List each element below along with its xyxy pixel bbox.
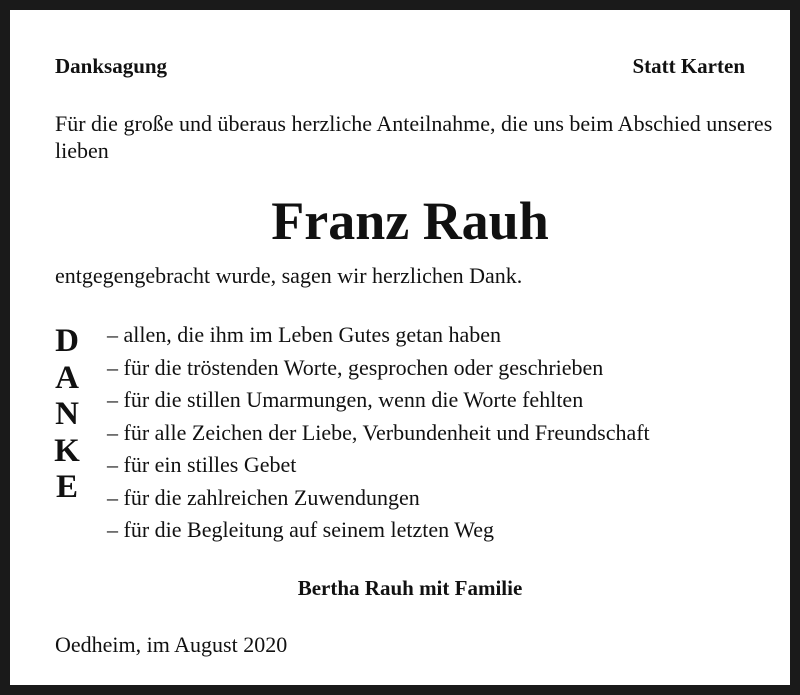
danke-letter: D [55,323,79,359]
deceased-name: Franz Rauh [271,191,549,251]
place-date: Oedheim, im August 2020 [55,632,288,657]
intro-text: Für die große und überaus herzliche Anteilnahme, die uns beim Abschied unseres lieben [55,111,773,163]
list-item: – für die Begleitung auf seinem letzten Weg [107,517,494,542]
list-item: – für alle Zeichen der Liebe, Verbundenheit und Freundschaft [107,419,650,445]
list-item: – allen, die ihm im Leben Gutes getan haben [107,322,502,347]
list-item: – für die zahlreichen Zuwendungen [107,484,420,510]
danke-letter: N [55,396,79,432]
list-item: – für die tröstenden Worte, gesprochen oder geschrieben [107,354,604,380]
signature: Bertha Rauh mit Familie [297,576,523,600]
thanks-list [107,319,650,547]
danke-vertical-word [52,323,82,506]
list-item: – für die stillen Umarmungen, wenn die Worte fehlten [107,387,584,412]
thanks-text: entgegengebracht wurde, sagen wir herzlichen Dank. [55,263,523,288]
notice-type-label: Danksagung [55,54,168,78]
statt-karten-label: Statt Karten [632,54,745,78]
danke-letter: E [55,469,78,505]
list-item: – für ein stilles Gebet [107,452,297,477]
danke-letter: A [55,359,79,396]
danke-letter: K [54,432,80,469]
